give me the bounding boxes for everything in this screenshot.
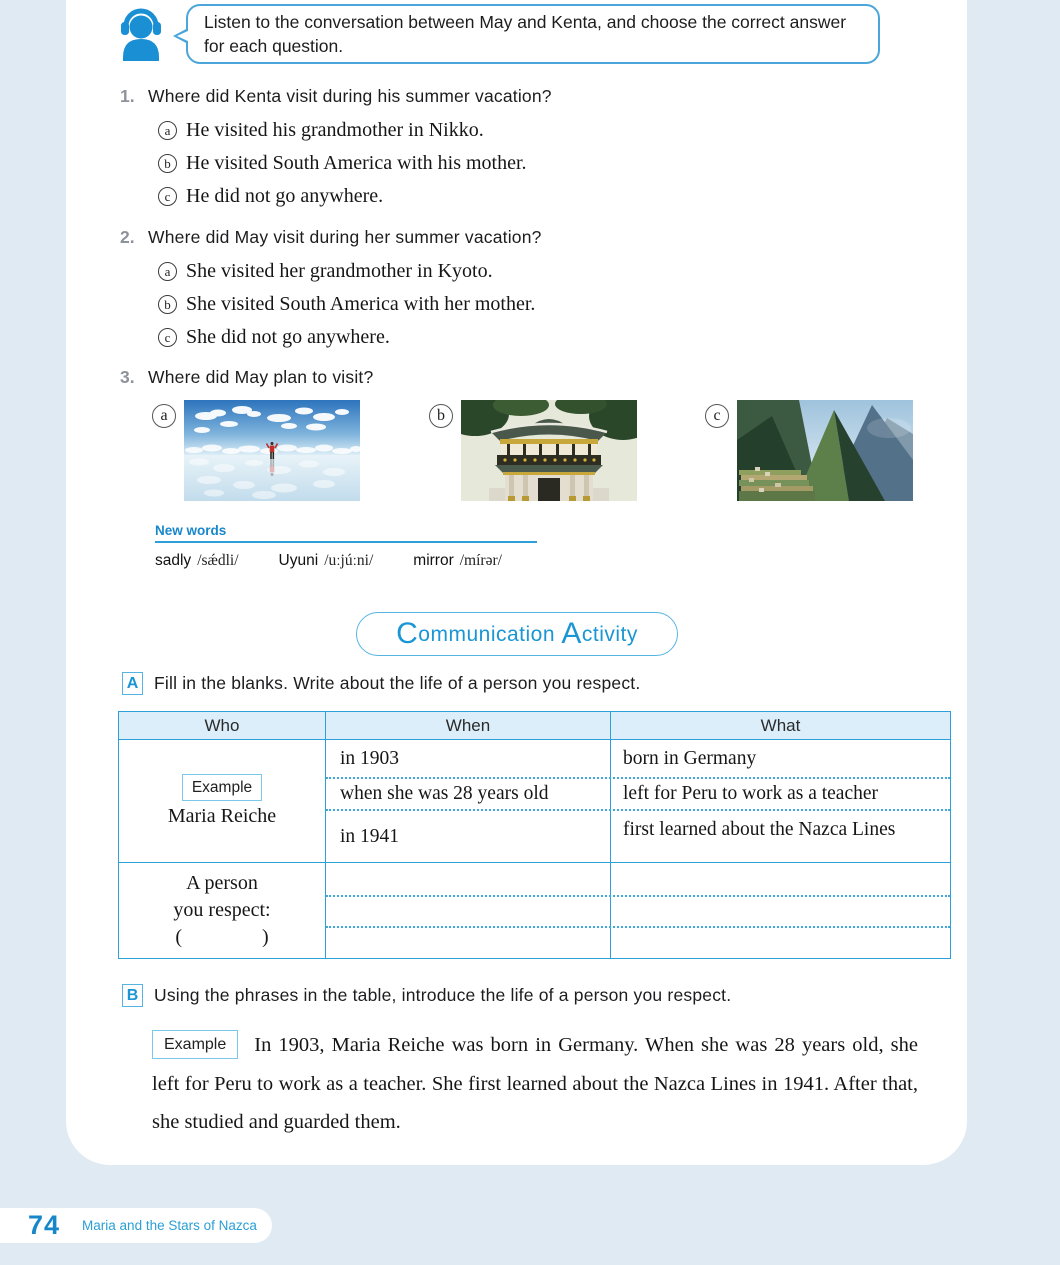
what-cell: born in Germany: [623, 747, 757, 769]
section-a-header: [122, 672, 640, 695]
option-text: She visited South America with her mother.: [186, 293, 536, 315]
blank-table-row: [326, 895, 950, 927]
question-2-text: Where did May visit during her summer vacation?: [148, 227, 542, 247]
example-row-group: [119, 740, 950, 862]
option-letter-icon: a: [158, 262, 177, 281]
blank-what-cell[interactable]: [611, 928, 950, 958]
headphones-person-icon: [110, 5, 172, 61]
word: sadly: [155, 552, 192, 569]
question-3: [120, 367, 910, 388]
who-name: Maria Reiche: [167, 805, 277, 827]
question-1-option-a[interactable]: [158, 114, 910, 147]
who-cell-blank[interactable]: [119, 863, 326, 958]
blank-what-cell[interactable]: [611, 897, 950, 927]
table-row: [326, 777, 950, 809]
who-blank-parens: ( ): [175, 925, 269, 948]
question-3-text: Where did May plan to visit?: [148, 367, 374, 387]
pronunciation: /uːjúːni/: [324, 552, 374, 569]
question-1-option-b[interactable]: [158, 147, 910, 180]
header-when: When: [326, 712, 611, 739]
option-text: She visited her grandmother in Kyoto.: [186, 260, 493, 282]
word: mirror: [413, 552, 454, 569]
example-text: In 1903, Maria Reiche was born in Germany. When she was 28 years old, she left for Peru to work as a teacher. She first learned about the Nazca Lines in 1941. After that, she studied and guarded them.: [152, 1034, 918, 1133]
question-1-number: 1.: [120, 86, 135, 106]
question-1-text: Where did Kenta visit during his summer vacation?: [148, 86, 552, 106]
what-cell: first learned about the Nazca Lines: [623, 819, 896, 840]
when-cell: when she was 28 years old: [326, 779, 611, 809]
chapter-title: Maria and the Stars of Nazca: [82, 1218, 257, 1233]
example-badge: Example: [182, 774, 262, 801]
image-option-b[interactable]: [429, 400, 639, 506]
option-letter-icon: a: [152, 404, 176, 428]
who-cell-example: [119, 740, 326, 862]
question-2-number: 2.: [120, 227, 135, 247]
new-words-list: [155, 552, 502, 570]
table-row: [326, 740, 950, 777]
who-line: A person: [186, 871, 258, 894]
question-3-number: 3.: [120, 367, 135, 387]
new-word-item: [279, 552, 374, 570]
blank-when-cell[interactable]: [326, 863, 611, 895]
option-letter-icon: b: [158, 154, 177, 173]
option-letter-icon: c: [158, 328, 177, 347]
question-1: [120, 86, 910, 213]
section-b-header: [122, 984, 731, 1007]
title-rest: ctivity: [581, 622, 638, 646]
nikko-toshogu-shrine-photo: [461, 400, 637, 501]
question-2-option-a[interactable]: [158, 255, 910, 288]
table-header-row: [119, 712, 950, 740]
header-what: What: [760, 715, 801, 735]
blank-what-cell[interactable]: [611, 863, 950, 895]
option-text: He visited South America with his mother.: [186, 152, 527, 174]
blank-when-cell[interactable]: [326, 897, 611, 927]
question-3-image-options: [152, 400, 918, 506]
option-letter-icon: b: [158, 295, 177, 314]
question-1-option-c[interactable]: [158, 180, 910, 213]
option-letter-icon: b: [429, 404, 453, 428]
section-a-instruction: Fill in the blanks. Write about the life of a person you respect.: [154, 673, 641, 693]
what-cell: left for Peru to work as a teacher: [623, 783, 879, 804]
question-2-option-c[interactable]: [158, 321, 910, 354]
option-text: She did not go anywhere.: [186, 326, 390, 348]
new-words-label: New words: [155, 523, 227, 538]
section-b-example-paragraph: [152, 1026, 918, 1142]
when-cell: in 1941: [326, 811, 611, 862]
title-initial: A: [561, 617, 582, 650]
option-text: He visited his grandmother in Nikko.: [186, 119, 484, 141]
page-number: 74: [28, 1210, 61, 1240]
option-text: He did not go anywhere.: [186, 185, 384, 207]
header-who: Who: [119, 712, 326, 739]
section-b-instruction: Using the phrases in the table, introduce the life of a person you respect.: [154, 985, 732, 1005]
who-line: you respect:: [173, 898, 271, 921]
option-letter-icon: c: [158, 187, 177, 206]
uyuni-salt-flats-photo: [184, 400, 360, 501]
communication-activity-header: [356, 612, 678, 656]
pronunciation: /mírər/: [459, 552, 502, 569]
section-a-badge: A: [122, 672, 143, 695]
title-rest: ommunication: [418, 622, 562, 646]
blank-when-cell[interactable]: [326, 928, 611, 958]
example-badge: Example: [152, 1030, 238, 1059]
title-initial: C: [396, 617, 419, 650]
listening-instruction: Listen to the conversation between May and Kenta, and choose the correct answer for each question.: [204, 12, 847, 56]
activity-table: [118, 711, 951, 959]
option-letter-icon: c: [705, 404, 729, 428]
option-letter-icon: a: [158, 121, 177, 140]
question-2: [120, 227, 910, 354]
when-cell: in 1903: [326, 740, 611, 777]
machu-picchu-photo: [737, 400, 913, 501]
image-option-c[interactable]: [705, 400, 915, 506]
word: Uyuni: [278, 552, 319, 569]
blank-table-row: [326, 926, 950, 958]
blank-table-row: [326, 863, 950, 895]
section-b-badge: B: [122, 984, 143, 1007]
new-words-rule: [155, 541, 537, 543]
question-2-option-b[interactable]: [158, 288, 910, 321]
table-row: [326, 809, 950, 862]
instruction-bubble: [186, 4, 880, 64]
new-word-item: [155, 552, 239, 570]
pronunciation: /sǽdli/: [197, 552, 239, 569]
blank-row-group: [119, 862, 950, 958]
footer-pill: [0, 1208, 272, 1243]
image-option-a[interactable]: [152, 400, 362, 506]
new-word-item: [413, 552, 502, 570]
